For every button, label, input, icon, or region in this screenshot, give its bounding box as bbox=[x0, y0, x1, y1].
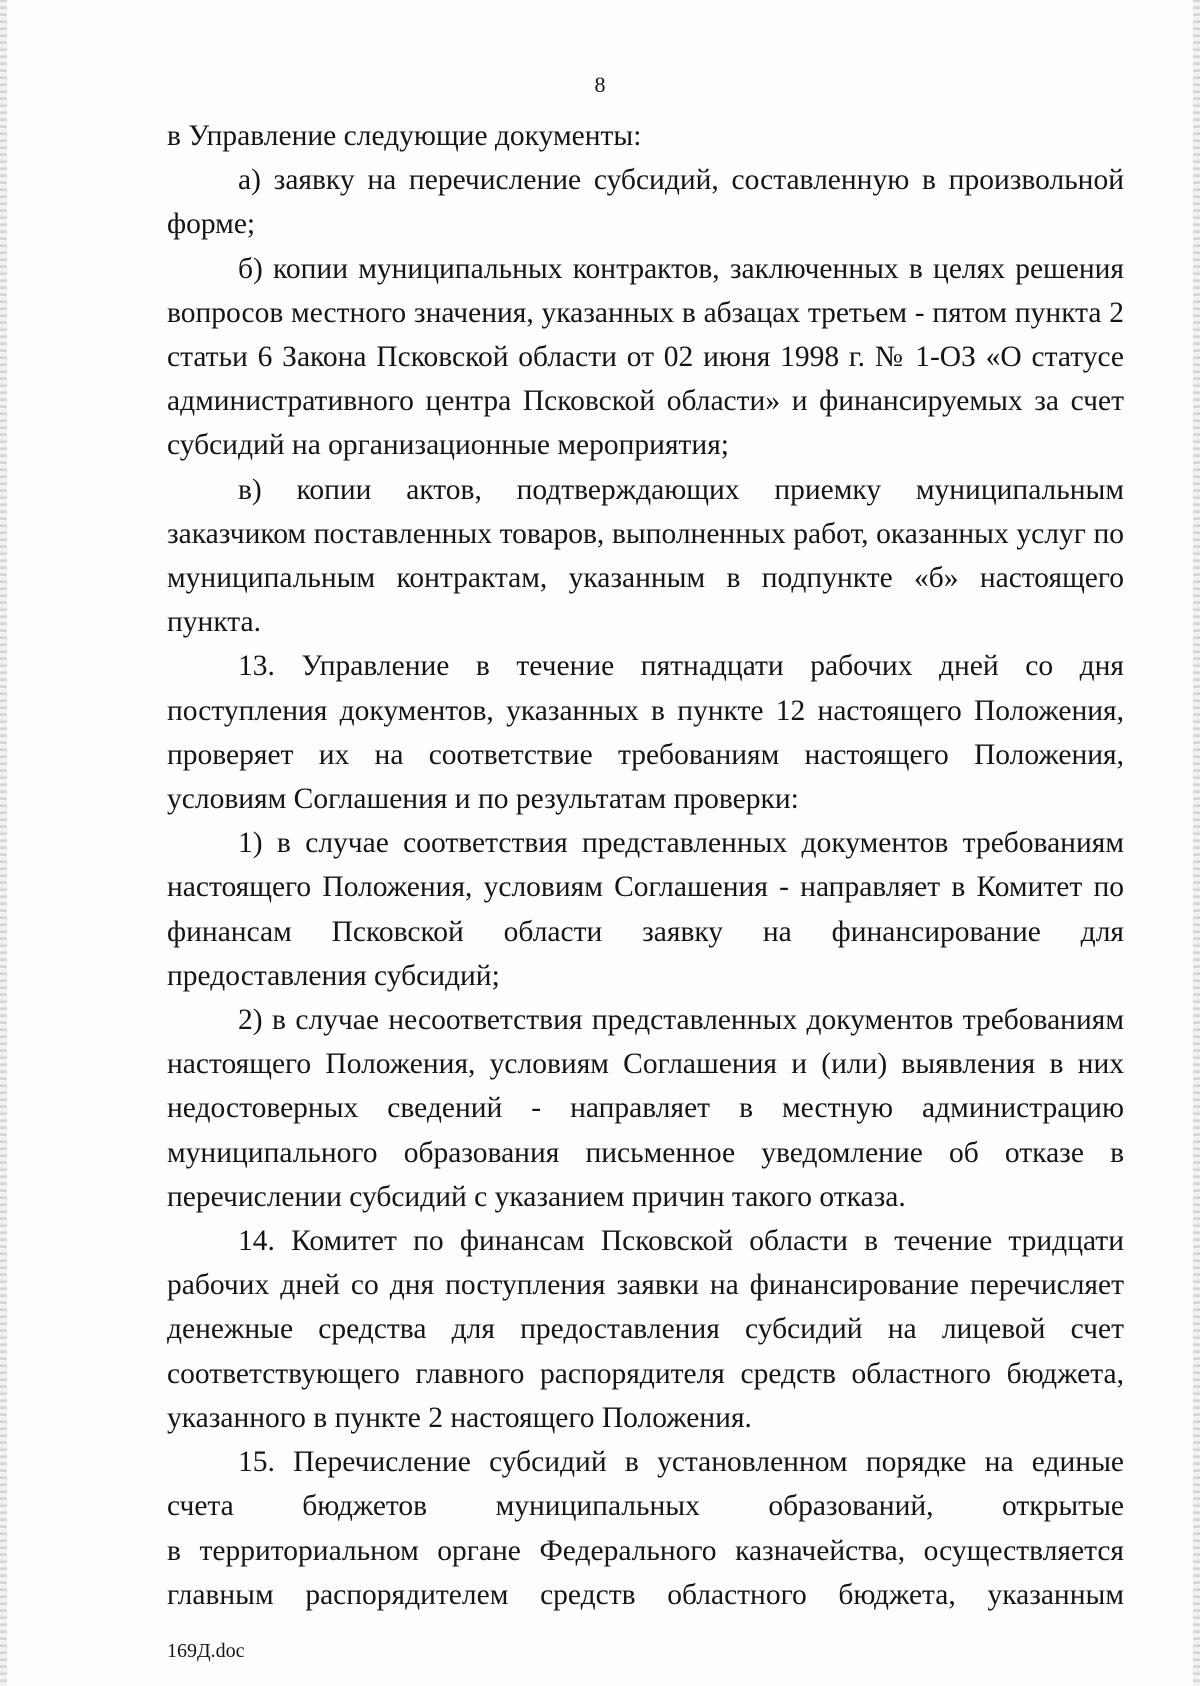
paragraph-item-v: в) копии актов, подтверждающих приемку муниципальным заказчиком поставленных товаров, выполненных работ, оказанных услуг по муниципальным контрактам, указанным в подпункте «б» настоящего пункта. bbox=[167, 473, 1124, 639]
scan-edge-left bbox=[0, 0, 7, 1686]
scan-edge-right bbox=[1193, 0, 1200, 1686]
paragraph-clause-15 bbox=[167, 1440, 1124, 1617]
page-number: 8 bbox=[594, 72, 606, 97]
clause-15-continuation: в территориальном органе Федерального казначейства, осуществляется главным распорядителем средств областного бюджета, указанным bbox=[167, 1534, 1124, 1611]
paragraph-clause-13-1: 1) в случае соответствия представленных документов требованиям настоящего Положения, условиям Соглашения - направляет в Комитет по финансам Псковской области заявку на финансирование для предоставления субсидий; bbox=[167, 827, 1124, 992]
paragraph-intro: в Управление следующие документы: bbox=[167, 120, 642, 152]
paragraph-clause-13-2: 2) в случае несоответствия представленных документов требованиям настоящего Положения, условиям Соглашения и (или) выявления в них недостоверных сведений - направляет в местную администрацию муниципального образования письменное уведомление об отказе в перечислении субсидий с указанием причин такого отказа. bbox=[167, 1004, 1124, 1213]
document-body bbox=[167, 114, 1124, 1617]
paragraph-item-a: а) заявку на перечисление субсидий, составленную в произвольной форме; bbox=[167, 164, 1124, 241]
paragraph-item-b: б) копии муниципальных контрактов, заключенных в целях решения вопросов местного значения, указанных в абзацах третьем - пятом пункта 2 статьи 6 Закона Псковской области от 02 июня 1998 г. № 1-ОЗ «О статусе административного центра Псковской области» и финансируемых за счет субсидий на организационные мероприятия; bbox=[167, 252, 1124, 462]
paragraph-clause-13: 13. Управление в течение пятнадцати рабочих дней со дня поступления документов, указанных в пункте 12 настоящего Положения, проверяет их на соответствие требованиям настоящего Положения, условиям Соглашения и по результатам проверки: bbox=[167, 650, 1124, 816]
footer-filename: 169Д.doc bbox=[167, 1640, 245, 1662]
clause-15-line-2: счета бюджетов муниципальных образований, открытые bbox=[167, 1490, 1124, 1523]
clause-15-line-1: 15. Перечисление субсидий в установленном порядке на единые bbox=[238, 1446, 1124, 1479]
paragraph-clause-14: 14. Комитет по финансам Псковской области в течение тридцати рабочих дней со дня поступления заявки на финансирование перечисляет денежные средства для предоставления субсидий на лицевой счет соответствующего главного распорядителя средств областного бюджета, указанного в пункте 2 настоящего Положения. bbox=[167, 1225, 1124, 1434]
